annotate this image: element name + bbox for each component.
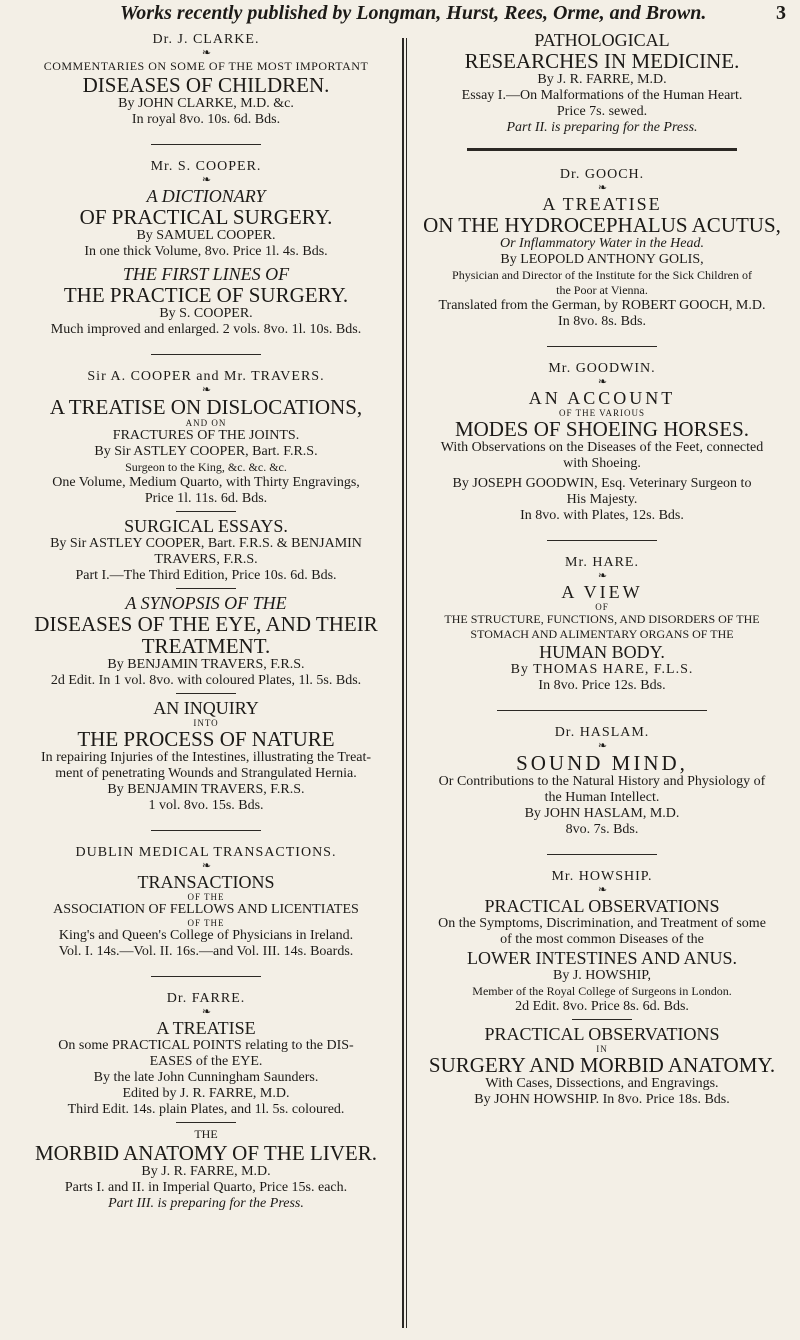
book-price: 8vo. 7s. Bds. xyxy=(565,822,639,837)
book-title: SURGERY AND MORBID ANATOMY. xyxy=(428,1053,776,1077)
book-title: MORBID ANATOMY OF THE LIVER. xyxy=(34,1141,378,1165)
book-author: By the late John Cunningham Saunders. xyxy=(93,1070,319,1085)
page-number: 3 xyxy=(776,2,786,24)
ornament-icon: ❧ xyxy=(201,47,211,59)
book-author: By J. R. FARRE, M.D. xyxy=(537,72,667,87)
entry-haslam xyxy=(412,725,792,838)
right-column xyxy=(412,30,792,1108)
book-title: AN INQUIRY xyxy=(153,698,259,718)
book-author: By JOHN CLARKE, M.D. &c. xyxy=(118,96,294,111)
author-heading: Dr. HASLAM. xyxy=(554,725,650,740)
divider xyxy=(151,354,261,355)
book-price: Parts I. and II. in Imperial Quarto, Price 15s. each. xyxy=(64,1180,348,1195)
book-price: 2d Edit. 8vo. Price 8s. 6d. Bds. xyxy=(515,999,689,1014)
book-author: By BENJAMIN TRAVERS, F.R.S. xyxy=(107,782,305,797)
book-title: SOUND MIND, xyxy=(516,751,688,775)
book-title: PRACTICAL OBSERVATIONS xyxy=(484,896,720,916)
book-title: A VIEW xyxy=(561,582,643,602)
divider xyxy=(467,148,737,151)
book-description: Essay I.—On Malformations of the Human Heart. xyxy=(461,88,743,103)
book-subtitle: A SYNOPSIS OF THE xyxy=(125,593,287,613)
book-description: Or Contributions to the Natural History and Physiology of xyxy=(438,774,766,789)
divider xyxy=(176,693,236,694)
book-title: A TREATISE ON DISLOCATIONS, xyxy=(49,395,363,419)
divider xyxy=(547,540,657,541)
entry-gooch xyxy=(412,167,792,330)
author-note: Surgeon to the King, &c. &c. &c. xyxy=(125,460,287,474)
book-author: By Sir ASTLEY COOPER, Bart. F.R.S. & BENJAMIN xyxy=(50,536,362,551)
running-header-title: Works recently published by Longman, Hurst, Rees, Orme, and Brown. xyxy=(120,2,707,24)
book-description: In repairing Injuries of the Intestines, illustrating the Treat- xyxy=(40,750,372,765)
connector-text: OF THE xyxy=(187,892,225,902)
book-price: By JOHN HOWSHIP. In 8vo. Price 18s. Bds. xyxy=(474,1092,730,1107)
divider xyxy=(572,1019,632,1020)
connector-text: OF xyxy=(595,602,609,612)
divider xyxy=(176,588,236,589)
book-price: Third Edit. 14s. plain Plates, and 1l. 5s. coloured. xyxy=(67,1102,345,1117)
author-heading: Mr. GOODWIN. xyxy=(548,361,656,376)
book-author: His Majesty. xyxy=(566,492,638,507)
book-title: LOWER INTESTINES AND ANUS. xyxy=(467,948,737,968)
book-description: King's and Queen's College of Physicians in Ireland. xyxy=(58,928,354,943)
book-description: STOMACH AND ALIMENTARY ORGANS OF THE xyxy=(470,627,734,641)
left-column xyxy=(14,30,398,1212)
book-title: DISEASES OF THE EYE, AND THEIR xyxy=(34,612,378,636)
divider xyxy=(151,144,261,145)
book-author: By LEOPOLD ANTHONY GOLIS, xyxy=(500,252,704,267)
author-heading: Dr. GOOCH. xyxy=(559,167,645,182)
book-title-part: ASSOCIATION OF FELLOWS AND LICENTIATES xyxy=(53,902,359,917)
author-heading: Dr. J. CLARKE. xyxy=(152,32,260,47)
author-heading: Mr. HOWSHIP. xyxy=(551,869,653,884)
book-price: In 8vo. Price 12s. Bds. xyxy=(538,678,666,693)
entry-travers xyxy=(14,369,398,814)
book-price: In royal 8vo. 10s. 6d. Bds. xyxy=(131,112,281,127)
book-title: THE PROCESS OF NATURE xyxy=(77,727,335,751)
column-rule xyxy=(402,38,404,1328)
book-author: By J. R. FARRE, M.D. xyxy=(141,1164,271,1179)
ornament-icon: ❧ xyxy=(201,384,211,396)
author-note: Member of the Royal College of Surgeons in London. xyxy=(472,984,732,998)
running-header xyxy=(0,0,800,28)
book-title: THE PRACTICE OF SURGERY. xyxy=(63,283,349,307)
entry-dublin xyxy=(14,845,398,960)
book-price: Price 1l. 11s. 6d. Bds. xyxy=(144,491,268,506)
book-title: A TREATISE xyxy=(156,1018,256,1038)
book-price: 1 vol. 8vo. 15s. Bds. xyxy=(148,798,264,813)
ornament-icon: ❧ xyxy=(597,884,607,896)
book-author: By JOSEPH GOODWIN, Esq. Veterinary Surgeon to xyxy=(452,476,752,491)
book-description: EASES of the EYE. xyxy=(149,1054,263,1069)
book-author: By J. HOWSHIP, xyxy=(552,968,651,983)
ornament-icon: ❧ xyxy=(597,182,607,194)
column-rule-thin xyxy=(406,38,407,1328)
divider xyxy=(176,1122,236,1123)
connector-text: INTO xyxy=(193,718,219,728)
book-price: In 8vo. with Plates, 12s. Bds. xyxy=(520,508,684,523)
book-description: With Cases, Dissections, and Engravings. xyxy=(485,1076,719,1091)
ornament-icon: ❧ xyxy=(201,174,211,186)
ornament-icon: ❧ xyxy=(201,860,211,872)
book-editor: Edited by J. R. FARRE, M.D. xyxy=(122,1086,290,1101)
ornament-icon: ❧ xyxy=(597,740,607,752)
connector-text: AND ON xyxy=(185,418,227,428)
book-description: On some PRACTICAL POINTS relating to the DIS- xyxy=(58,1038,354,1053)
book-author: By S. COOPER. xyxy=(159,306,253,321)
book-price: In one thick Volume, 8vo. Price 1l. 4s. Bds. xyxy=(84,244,328,259)
book-price: Price 7s. sewed. xyxy=(556,104,648,119)
book-description: On the Symptoms, Discrimination, and Treatment of some xyxy=(438,916,766,931)
divider xyxy=(547,854,657,855)
book-author: By Sir ASTLEY COOPER, Bart. F.R.S. xyxy=(94,444,318,459)
book-subtitle: Or Inflammatory Water in the Head. xyxy=(499,236,705,251)
book-format: One Volume, Medium Quarto, with Thirty Engravings, xyxy=(52,475,360,490)
entry-pathological xyxy=(412,30,792,136)
author-note: Physician and Director of the Institute for the Sick Children of xyxy=(452,268,752,282)
book-title: TRANSACTIONS xyxy=(137,872,275,892)
connector-text: IN xyxy=(596,1044,608,1054)
book-description: of the most common Diseases of the xyxy=(500,932,704,947)
book-author: By BENJAMIN TRAVERS, F.R.S. xyxy=(107,657,305,672)
book-title: RESEARCHES IN MEDICINE. xyxy=(464,49,740,73)
book-title: PRACTICAL OBSERVATIONS xyxy=(484,1024,720,1044)
book-translator: Translated from the German, by ROBERT GOOCH, M.D. xyxy=(438,298,766,313)
book-subtitle: COMMENTARIES ON SOME OF THE MOST IMPORTANT xyxy=(43,59,369,73)
book-title-part: FRACTURES OF THE JOINTS. xyxy=(112,428,300,443)
divider xyxy=(151,830,261,831)
book-title: HUMAN BODY. xyxy=(539,642,665,662)
ornament-icon: ❧ xyxy=(597,376,607,388)
book-subtitle: A DICTIONARY xyxy=(146,186,266,206)
book-title: SURGICAL ESSAYS. xyxy=(124,516,288,536)
divider xyxy=(497,710,707,711)
book-price: Part I.—The Third Edition, Price 10s. 6d. Bds. xyxy=(75,568,337,583)
entry-hare xyxy=(412,555,792,694)
book-title: ON THE HYDROCEPHALUS ACUTUS, xyxy=(423,213,781,237)
author-heading: Mr. HARE. xyxy=(565,555,639,570)
connector-text: OF THE xyxy=(187,918,225,928)
entry-howship xyxy=(412,869,792,1108)
author-note: the Poor at Vienna. xyxy=(556,283,648,297)
book-title: PATHOLOGICAL xyxy=(534,30,670,50)
connector-text: OF THE VARIOUS xyxy=(558,408,646,418)
book-subtitle: THE FIRST LINES OF xyxy=(122,264,290,284)
book-price: Vol. I. 14s.—Vol. II. 16s.—and Vol. III. 14s. Boards. xyxy=(58,944,354,959)
divider xyxy=(151,976,261,977)
divider xyxy=(547,346,657,347)
book-status: Part II. is preparing for the Press. xyxy=(506,120,698,135)
entry-goodwin xyxy=(412,361,792,524)
book-author: By SAMUEL COOPER. xyxy=(136,228,276,243)
book-description: ment of penetrating Wounds and Strangulated Hernia. xyxy=(55,766,357,781)
entry-clarke xyxy=(14,32,398,128)
book-author: By JOHN HASLAM, M.D. xyxy=(524,806,680,821)
book-title: A TREATISE xyxy=(542,194,662,214)
book-title: AN ACCOUNT xyxy=(528,388,676,408)
author-heading: Dr. FARRE. xyxy=(166,991,246,1006)
author-heading: Sir A. COOPER and Mr. TRAVERS. xyxy=(87,369,325,384)
connector-text: THE xyxy=(194,1127,218,1141)
book-description: with Shoeing. xyxy=(563,456,641,471)
book-title: TREATMENT. xyxy=(141,634,271,658)
entry-cooper xyxy=(14,159,398,338)
book-price: Much improved and enlarged. 2 vols. 8vo. 1l. 10s. Bds. xyxy=(50,322,362,337)
ornament-icon: ❧ xyxy=(201,1006,211,1018)
book-author: By THOMAS HARE, F.L.S. xyxy=(510,662,694,677)
book-title: MODES OF SHOEING HORSES. xyxy=(454,417,750,441)
book-title: OF PRACTICAL SURGERY. xyxy=(79,205,333,229)
book-price: In 8vo. 8s. Bds. xyxy=(558,314,646,329)
author-heading: DUBLIN MEDICAL TRANSACTIONS. xyxy=(75,845,337,860)
book-author: TRAVERS, F.R.S. xyxy=(154,552,258,567)
divider xyxy=(176,511,236,512)
author-heading: Mr. S. COOPER. xyxy=(150,159,262,174)
book-price: 2d Edit. In 1 vol. 8vo. with coloured Plates, 1l. 5s. Bds. xyxy=(50,673,362,688)
book-title: DISEASES OF CHILDREN. xyxy=(82,73,330,97)
book-description: the Human Intellect. xyxy=(544,790,660,805)
book-description: THE STRUCTURE, FUNCTIONS, AND DISORDERS OF THE xyxy=(444,612,760,626)
ornament-icon: ❧ xyxy=(597,570,607,582)
book-description: With Observations on the Diseases of the Feet, connected xyxy=(440,440,764,455)
entry-farre xyxy=(14,991,398,1212)
book-status: Part III. is preparing for the Press. xyxy=(108,1196,304,1211)
